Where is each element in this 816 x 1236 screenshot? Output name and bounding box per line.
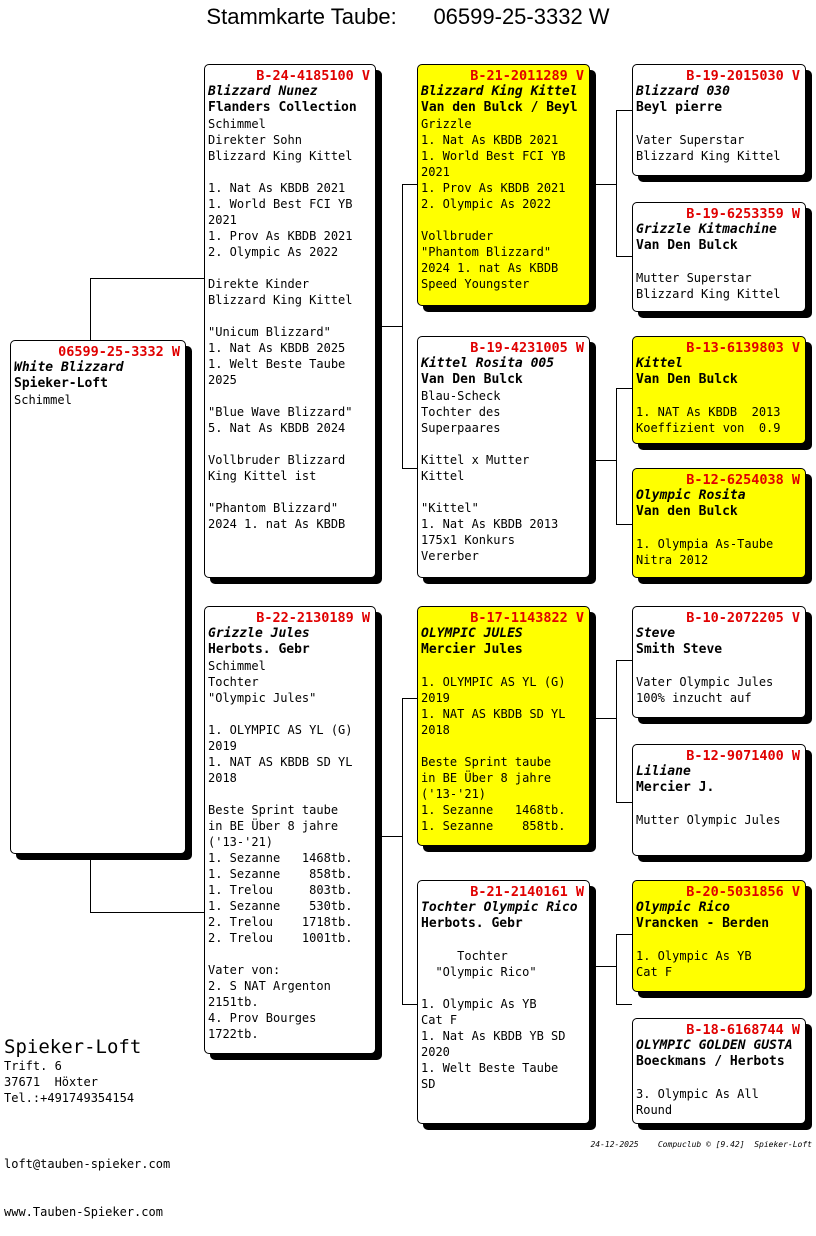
info-line: [636, 1070, 802, 1086]
info-line: [208, 484, 372, 500]
info-line: 2019: [208, 739, 237, 753]
info-line: Blizzard King Kittel: [636, 287, 781, 301]
connector: [402, 468, 417, 469]
info-line: 2151tb.: [208, 995, 259, 1009]
breeder-name: Smith Steve: [636, 642, 723, 657]
info-line: Mutter Olympic Jules: [636, 813, 781, 827]
info-line: Koeffizient von 0.9: [636, 421, 781, 435]
breeder-name: Van Den Bulck: [636, 238, 738, 253]
info-line: Schimmel: [14, 393, 72, 407]
pedigree-card-dss[interactable]: [632, 606, 806, 718]
info-line: Direkte Kinder: [208, 277, 310, 291]
info-line: [421, 932, 586, 948]
connector: [402, 184, 403, 468]
ring-number: B-19-2015030 V: [686, 68, 800, 84]
info-line: [421, 436, 586, 452]
info-line: 1. Prov As KBDB 2021: [421, 181, 566, 195]
info-line: Nitra 2012: [636, 553, 709, 567]
info-line: Tochter des: [421, 405, 501, 419]
info-line: 1. Nat As KBDB 2013: [421, 517, 559, 531]
pedigree-card-sire[interactable]: [204, 64, 376, 578]
connector: [590, 718, 616, 719]
info-line: 1. Welt Beste Taube: [208, 357, 346, 371]
info-line: [636, 254, 802, 270]
info-line: Kittel: [421, 469, 465, 483]
ring-number: B-18-6168744 W: [686, 1022, 800, 1038]
info-line: 1. Trelou 803tb.: [208, 883, 353, 897]
info-line: [208, 308, 372, 324]
info-line: Vater Superstar: [636, 133, 745, 147]
info-line: Blizzard King Kittel: [208, 149, 353, 163]
info-line: 2021: [421, 165, 450, 179]
breeder-name: Herbots. Gebr: [421, 916, 523, 931]
info-line: [208, 786, 372, 802]
info-line: 1. Olympic As YB: [636, 949, 752, 963]
loft-name: Spieker-Loft: [4, 1036, 142, 1058]
connector: [402, 184, 417, 185]
connector: [402, 698, 417, 699]
pigeon-name: Olympic Rosita: [636, 488, 746, 503]
info-line: 4. Prov Bourges: [208, 1011, 317, 1025]
info-line: 1. Olympic As YB: [421, 997, 537, 1011]
connector: [90, 278, 91, 340]
info-line: 1. World Best FCI YB: [208, 197, 353, 211]
info-line: 1. Sezanne 858tb.: [208, 867, 353, 881]
info-line: Blau-Scheck: [421, 389, 501, 403]
connector: [590, 966, 616, 967]
info-line: 2018: [208, 771, 237, 785]
info-line: Kittel x Mutter: [421, 453, 530, 467]
pigeon-name: Steve: [636, 626, 676, 641]
breeder-name: Van Den Bulck: [636, 372, 738, 387]
info-line: 175x1 Konkurs: [421, 533, 515, 547]
info-line: 2. Olympic As 2022: [421, 197, 552, 211]
pedigree-card-sdd[interactable]: [632, 468, 806, 578]
contact-info: [4, 1124, 170, 1236]
connector: [616, 1004, 632, 1005]
ring-number: B-21-2140161 W: [470, 884, 584, 900]
info-line: ('13-'21): [421, 787, 487, 801]
connector: [590, 460, 616, 461]
pigeon-name: Kittel: [636, 356, 683, 371]
pedigree-card-dds[interactable]: [632, 880, 806, 992]
info-line: 5. Nat As KBDB 2024: [208, 421, 346, 435]
info-line: Vererber: [421, 549, 479, 563]
info-line: 1. Sezanne 530tb.: [208, 899, 353, 913]
info-line: 1. Sezanne 1468tb.: [421, 803, 566, 817]
connector: [90, 854, 91, 912]
info-line: Vollbruder: [421, 229, 494, 243]
connector: [376, 326, 402, 327]
info-line: 1. NAT As KBDB 2013: [636, 405, 781, 419]
breeder-name: Mercier J.: [636, 780, 715, 795]
info-line: [421, 484, 586, 500]
ring-number: B-24-4185100 V: [256, 68, 370, 84]
pedigree-card-sire-dam[interactable]: [417, 336, 590, 578]
info-line: Beste Sprint taube: [421, 755, 552, 769]
info-line: 1. NAT AS KBDB SD YL: [421, 707, 566, 721]
info-line: "Olympic Rico": [421, 965, 537, 979]
info-line: 1. Nat As KBDB 2021: [421, 133, 559, 147]
info-line: "Kittel": [421, 501, 479, 515]
info-line: 1. World Best FCI YB: [421, 149, 566, 163]
pedigree-card-dsd[interactable]: [632, 744, 806, 856]
connector: [90, 912, 204, 913]
info-line: "Phantom Blizzard": [208, 501, 339, 515]
breeder-name: Van den Bulck: [636, 504, 738, 519]
info-line: [636, 520, 802, 536]
info-line: 1. Welt Beste Taube: [421, 1061, 559, 1075]
info-line: Grizzle: [421, 117, 472, 131]
pedigree-card-sss[interactable]: [632, 64, 806, 176]
ring-number: B-13-6139803 V: [686, 340, 800, 356]
ring-number: B-22-2130189 W: [256, 610, 370, 626]
connector: [616, 110, 617, 256]
info-line: Vater von:: [208, 963, 281, 977]
pigeon-name: Olympic Rico: [636, 900, 730, 915]
breeder-name: Beyl pierre: [636, 100, 723, 115]
info-line: 100% inzucht auf: [636, 691, 752, 705]
ring-number: B-12-9071400 W: [686, 748, 800, 764]
info-line: [208, 946, 372, 962]
info-line: [208, 260, 372, 276]
info-line: 2021: [208, 213, 237, 227]
ring-number: B-21-2011289 V: [470, 68, 584, 84]
loft-street: Trift. 6: [4, 1059, 62, 1073]
pigeon-name: OLYMPIC JULES: [421, 626, 523, 641]
connector: [590, 184, 616, 185]
info-line: Tochter: [421, 949, 508, 963]
connector: [616, 660, 617, 802]
info-line: [208, 436, 372, 452]
breeder-name: Spieker-Loft: [14, 376, 108, 391]
pedigree-card-sds[interactable]: [632, 336, 806, 444]
breeder-name: Herbots. Gebr: [208, 642, 310, 657]
loft-city: 37671 Höxter: [4, 1075, 98, 1089]
ring-number: B-19-6253359 W: [686, 206, 800, 222]
pedigree-card-dam[interactable]: [204, 606, 376, 1054]
info-line: [421, 212, 586, 228]
info-line: 2. Olympic As 2022: [208, 245, 339, 259]
loft-phone: Tel.:+491749354154: [4, 1091, 135, 1105]
info-line: 1. OLYMPIC AS YL (G): [421, 675, 566, 689]
connector: [616, 388, 617, 524]
info-line: "Unicum Blizzard": [208, 325, 331, 339]
info-line: 1. Olympia As-Taube: [636, 537, 774, 551]
info-line: 2020: [421, 1045, 450, 1059]
info-line: Blizzard King Kittel: [208, 293, 353, 307]
connector: [616, 934, 617, 1004]
info-line: [208, 164, 372, 180]
info-line: [636, 658, 802, 674]
info-line: Blizzard King Kittel: [636, 149, 781, 163]
ring-number: B-19-4231005 W: [470, 340, 584, 356]
connector: [616, 660, 632, 661]
loft-info: [4, 1036, 141, 1106]
info-line: [208, 706, 372, 722]
page-title: Stammkarte Taube: 06599-25-3332 W: [206, 4, 610, 29]
info-line: Tochter: [208, 675, 259, 689]
pedigree-card-ssd[interactable]: [632, 202, 806, 312]
website-link[interactable]: www.Tauben-Spieker.com: [4, 1205, 163, 1219]
info-line: [421, 738, 586, 754]
pigeon-name: Blizzard 030: [636, 84, 730, 99]
info-line: ('13-'21): [208, 835, 274, 849]
ring-number: 06599-25-3332 W: [58, 344, 180, 360]
pigeon-name: Liliane: [636, 764, 691, 779]
connector: [616, 524, 632, 525]
breeder-name: Flanders Collection: [208, 100, 357, 115]
info-line: 2024 1. nat As KBDB: [208, 517, 346, 531]
email-link[interactable]: loft@tauben-spieker.com: [4, 1157, 171, 1171]
pedigree-card-ddd[interactable]: [632, 1018, 806, 1124]
breeder-name: Mercier Jules: [421, 642, 523, 657]
info-line: Cat F: [421, 1013, 458, 1027]
info-line: 1. NAT AS KBDB SD YL: [208, 755, 353, 769]
info-line: SD: [421, 1077, 436, 1091]
info-line: Beste Sprint taube: [208, 803, 339, 817]
connector: [616, 802, 632, 803]
info-line: 2018: [421, 723, 450, 737]
connector: [616, 388, 632, 389]
info-line: Schimmel: [208, 117, 266, 131]
ring-number: B-12-6254038 W: [686, 472, 800, 488]
info-line: [421, 658, 586, 674]
info-line: 1. Sezanne 858tb.: [421, 819, 566, 833]
pedigree-card-root[interactable]: [10, 340, 186, 854]
pigeon-name: Blizzard King Kittel: [421, 84, 578, 99]
pigeon-name: OLYMPIC GOLDEN GUSTA: [636, 1038, 793, 1053]
pigeon-name: Tochter Olympic Rico: [421, 900, 578, 915]
connector: [616, 110, 632, 111]
pedigree-card-dam-dam[interactable]: [417, 880, 590, 1124]
connector: [616, 934, 632, 935]
info-line: "Blue Wave Blizzard": [208, 405, 353, 419]
info-line: Speed Youngster: [421, 277, 530, 291]
info-line: 1. Sezanne 1468tb.: [208, 851, 353, 865]
info-line: [208, 388, 372, 404]
pigeon-name: Kittel Rosita 005: [421, 356, 555, 371]
breeder-name: Boeckmans / Herbots: [636, 1054, 785, 1069]
info-line: 2. Trelou 1718tb.: [208, 915, 353, 929]
connector: [376, 836, 402, 837]
info-line: Vollbruder Blizzard: [208, 453, 346, 467]
info-line: Superpaares: [421, 421, 501, 435]
pedigree-card-sire-sire[interactable]: [417, 64, 590, 306]
info-line: 3. Olympic As All: [636, 1087, 759, 1101]
ring-number: B-10-2072205 V: [686, 610, 800, 626]
pigeon-name: Grizzle Jules: [208, 626, 310, 641]
connector: [616, 256, 632, 257]
info-line: Mutter Superstar: [636, 271, 752, 285]
pedigree-card-dam-sire[interactable]: [417, 606, 590, 846]
info-line: Cat F: [636, 965, 673, 979]
info-line: in BE Über 8 jahre: [421, 771, 552, 785]
info-line: 1. Prov As KBDB 2021: [208, 229, 353, 243]
info-line: [421, 980, 586, 996]
info-line: 1. OLYMPIC AS YL (G): [208, 723, 353, 737]
ring-number: B-17-1143822 V: [470, 610, 584, 626]
info-line: Direkter Sohn: [208, 133, 302, 147]
breeder-name: Van den Bulck / Beyl: [421, 100, 578, 115]
info-line: "Olympic Jules": [208, 691, 317, 705]
connector: [90, 278, 204, 279]
info-line: Schimmel: [208, 659, 266, 673]
pigeon-name: Grizzle Kitmachine: [636, 222, 777, 237]
info-line: 2. Trelou 1001tb.: [208, 931, 353, 945]
info-line: [636, 116, 802, 132]
info-line: 1722tb.: [208, 1027, 259, 1041]
info-line: 1. Nat As KBDB 2021: [208, 181, 346, 195]
info-line: 2024 1. nat As KBDB: [421, 261, 559, 275]
info-line: 2. S NAT Argenton: [208, 979, 331, 993]
info-line: "Phantom Blizzard": [421, 245, 552, 259]
connector: [402, 698, 403, 1004]
pigeon-name: White Blizzard: [14, 360, 124, 375]
info-line: Vater Olympic Jules: [636, 675, 774, 689]
ring-number: B-20-5031856 V: [686, 884, 800, 900]
pigeon-name: Blizzard Nunez: [208, 84, 318, 99]
info-line: King Kittel ist: [208, 469, 317, 483]
info-line: [636, 932, 802, 948]
footer-credits: 24-12-2025 Compuclub © [9.42] Spieker-Loft: [590, 1140, 812, 1149]
breeder-name: Van Den Bulck: [421, 372, 523, 387]
info-line: [636, 796, 802, 812]
info-line: Round: [636, 1103, 673, 1117]
info-line: 2025: [208, 373, 237, 387]
info-line: 2019: [421, 691, 450, 705]
info-line: 1. Nat As KBDB YB SD: [421, 1029, 566, 1043]
info-line: 1. Nat As KBDB 2025: [208, 341, 346, 355]
info-line: in BE Über 8 jahre: [208, 819, 339, 833]
breeder-name: Vrancken - Berden: [636, 916, 770, 931]
connector: [402, 1004, 417, 1005]
info-line: [636, 388, 802, 404]
